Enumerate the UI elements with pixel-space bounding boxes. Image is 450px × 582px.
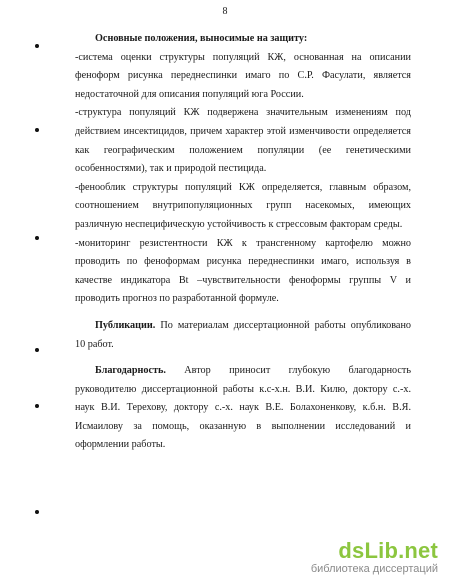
margin-dot <box>35 44 39 48</box>
publications-label: Публикации. <box>95 319 156 331</box>
acknowledgement-label: Благодарность. <box>95 365 166 377</box>
thesis-paragraph: -система оценки структуры популяций КЖ, основанная на описании феноформ рисунка переднеспинки имаго по С.Р. Фасулати, является недостаточной для описания популяций юга России. <box>75 51 411 100</box>
page-number: 8 <box>222 6 228 17</box>
margin-dot <box>35 128 39 132</box>
document-body <box>75 30 411 455</box>
margin-dot <box>35 236 39 240</box>
margin-dot <box>35 404 39 408</box>
publications-text: По материалам диссертационной работы опубликовано 10 работ. <box>75 319 411 350</box>
margin-dot <box>35 348 39 352</box>
watermark <box>311 539 438 576</box>
thesis-paragraph: -мониторинг резистентности КЖ к трансгенному картофелю можно проводить по феноформам рисунка переднеспинки имаго, используя в качестве индикатора Bt –чувствительности феноформы группы V и проводить прогноз по разработанной формуле. <box>75 237 411 305</box>
publications-paragraph <box>75 317 411 354</box>
section-heading: Основные положения, выносимые на защиту: <box>95 33 308 44</box>
margin-dot <box>35 510 39 514</box>
watermark-logo: dsLib.net <box>338 538 438 563</box>
thesis-paragraph: -структура популяций КЖ подвержена значительным изменениям под действием инсектицидов, причем характер этой изменчивости определяется как географическим положением популяции (ее генетическими особенностями), так и природой пестицида. <box>75 107 411 175</box>
acknowledgement-text: Автор приносит глубокую благодарность руководителю диссертационной работы к.с-х.н. В.И. Килю, доктору с.-х. наук В.И. Терехову, доктору с.-х. наук В.Е. Болахоненкову, к.б.н. В.Я. Исмаилову за помощь, оказанную в выполнении исследований и оформлении работы. <box>75 365 411 451</box>
watermark-subtitle: библиотека диссертаций <box>310 563 438 575</box>
acknowledgement-paragraph <box>75 362 411 455</box>
thesis-paragraph: -фенооблик структуры популяций КЖ определяется, главным образом, соотношением внутрипопуляционных групп насекомых, имеющих различную неспецифическую устойчивость к стрессовым факторам среды. <box>75 181 411 230</box>
